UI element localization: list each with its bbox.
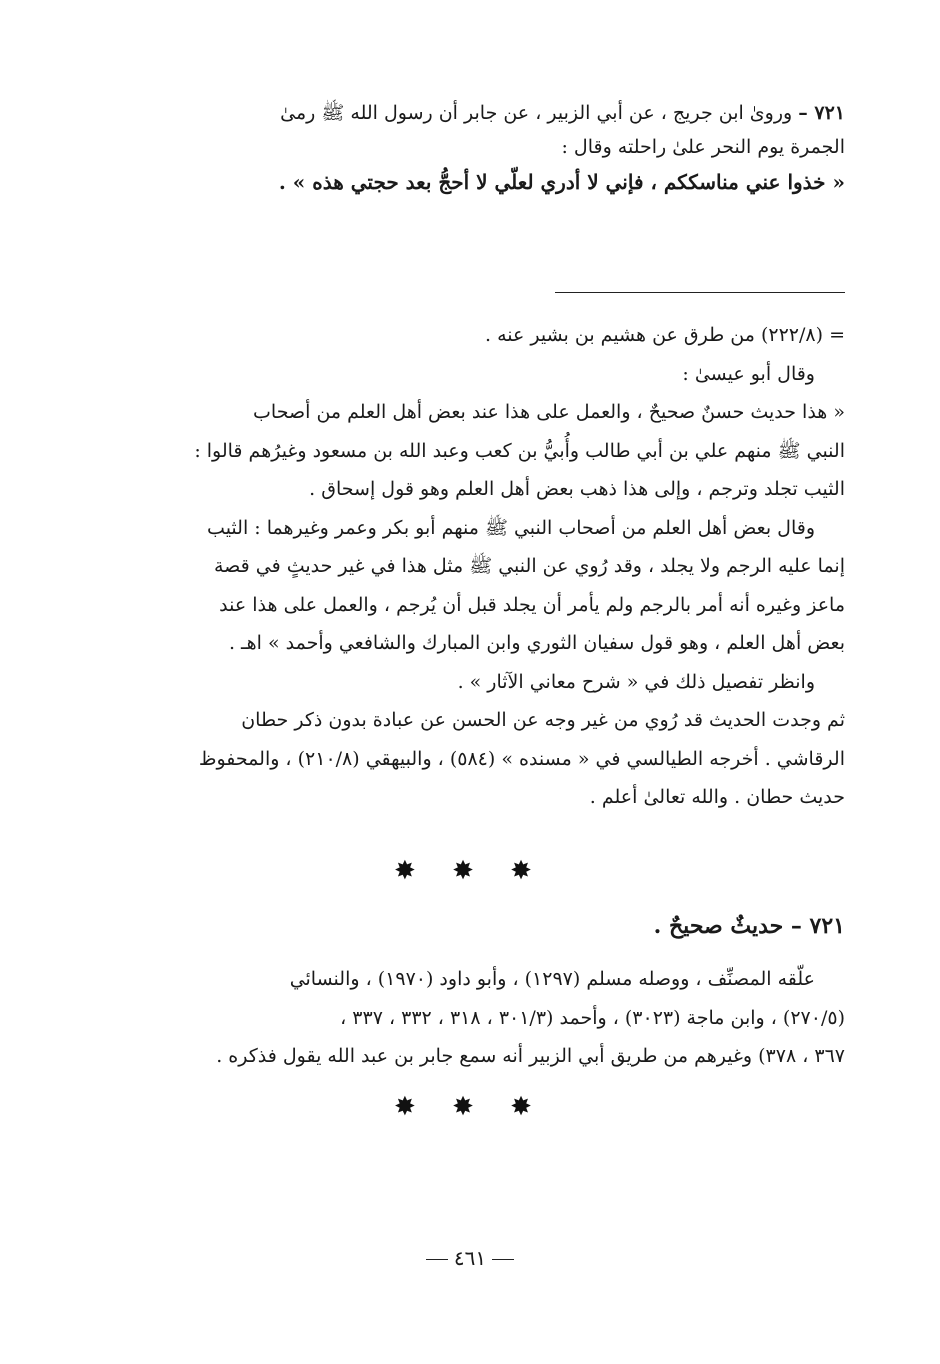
grading-line: ٣٦٧ ، ٣٧٨) وغيرهم من طريق أبي الزبير أنه سمع جابر بن عبد الله يقول فذكره . — [216, 1045, 845, 1067]
page-number-dash-right — [492, 1259, 514, 1260]
footnote-block — [155, 316, 845, 817]
footnote-line: وقال بعض أهل العلم من أصحاب النبي ﷺ منهم أبو بكر وعمر وغيرهما : الثيب — [207, 516, 815, 539]
grading-line: علّقه المصنِّف ، ووصله مسلم (١٢٩٧) ، وأبو داود (١٩٧٠) ، والنسائي — [289, 968, 815, 990]
page-number — [0, 1246, 940, 1270]
footnote-line: = (٢٢٢/٨) من طرق عن هشيم بن بشير عنه . — [485, 324, 845, 346]
page-number-value: ٤٦١ — [453, 1246, 487, 1270]
page-number-dash-left — [426, 1259, 448, 1260]
footnote-line: ماعز وغيره أنه أمر بالرجم ولم يأمر أن يجلد قبل أن يُرجم ، والعمل على هذا عند — [219, 593, 845, 616]
footnote-line: النبي ﷺ منهم علي بن أبي طالب وأُبيُّ بن كعب وعبد الله بن مسعود وغيرُهم قالوا : — [194, 439, 845, 462]
section-separator-stars: ✸ ✸ ✸ — [394, 856, 546, 886]
hadith-quote: « خذوا عني مناسككم ، فإني لا أدري لعلّي لا أحجُّ بعد حجتي هذه » . — [278, 170, 845, 194]
footnote-line: الثيب تجلد وترجم ، وإلى هذا ذهب بعض أهل العلم وهو قول إسحاق . — [309, 478, 845, 500]
grading-line: (٢٧٠/٥) ، وابن ماجة (٣٠٢٣) ، وأحمد (٣٠١/٣ ، ٣١٨ ، ٣٣٢ ، ٣٣٧ ، — [340, 1006, 845, 1029]
hadith-intro-line-2: الجمرة يوم النحر علىٰ راحلته وقال : — [561, 136, 845, 158]
hadith-intro-line-1: ٧٢١ – وروىٰ ابن جريج ، عن أبي الزبير ، عن جابر أن رسول الله ﷺ رمىٰ — [280, 102, 845, 124]
footnote-line: وانظر تفصيل ذلك في « شرح معاني الآثار » . — [457, 670, 815, 693]
footnote-line: بعض أهل العلم ، وهو قول سفيان الثوري وابن المبارك والشافعي وأحمد » اهـ . — [228, 632, 845, 654]
grading-heading: ٧٢١ – حديثٌ صحيحٌ . — [653, 913, 845, 939]
hadith-number: ٧٢١ – — [798, 102, 845, 124]
footnote-line: ثم وجدت الحديث قد رُوي من غير وجه عن الحسن عن عبادة بدون ذكر حطان — [241, 709, 845, 731]
footnote-line: « هذا حديث حسنٌ صحيحٌ ، والعمل على هذا عند بعض أهل العلم من أصحاب — [253, 401, 845, 423]
hadith-721-block — [155, 96, 845, 200]
footnote-separator-rule — [555, 292, 845, 293]
grading-block — [155, 960, 845, 1076]
footnote-line: الرقاشي . أخرجه الطيالسي في « مسنده » (٥٨٤) ، والبيهقي (٢١٠/٨) ، والمحفوظ — [198, 747, 845, 770]
footnote-line: وقال أبو عيسىٰ : — [682, 362, 815, 385]
end-separator-stars: ✸ ✸ ✸ — [394, 1092, 546, 1122]
footnote-line: إنما عليه الرجم ولا يجلد ، وقد رُوي عن النبي ﷺ مثل هذا في غير حديثٍ في قصة — [213, 555, 845, 577]
footnote-line: حديث حطان . والله تعالىٰ أعلم . — [589, 786, 845, 808]
